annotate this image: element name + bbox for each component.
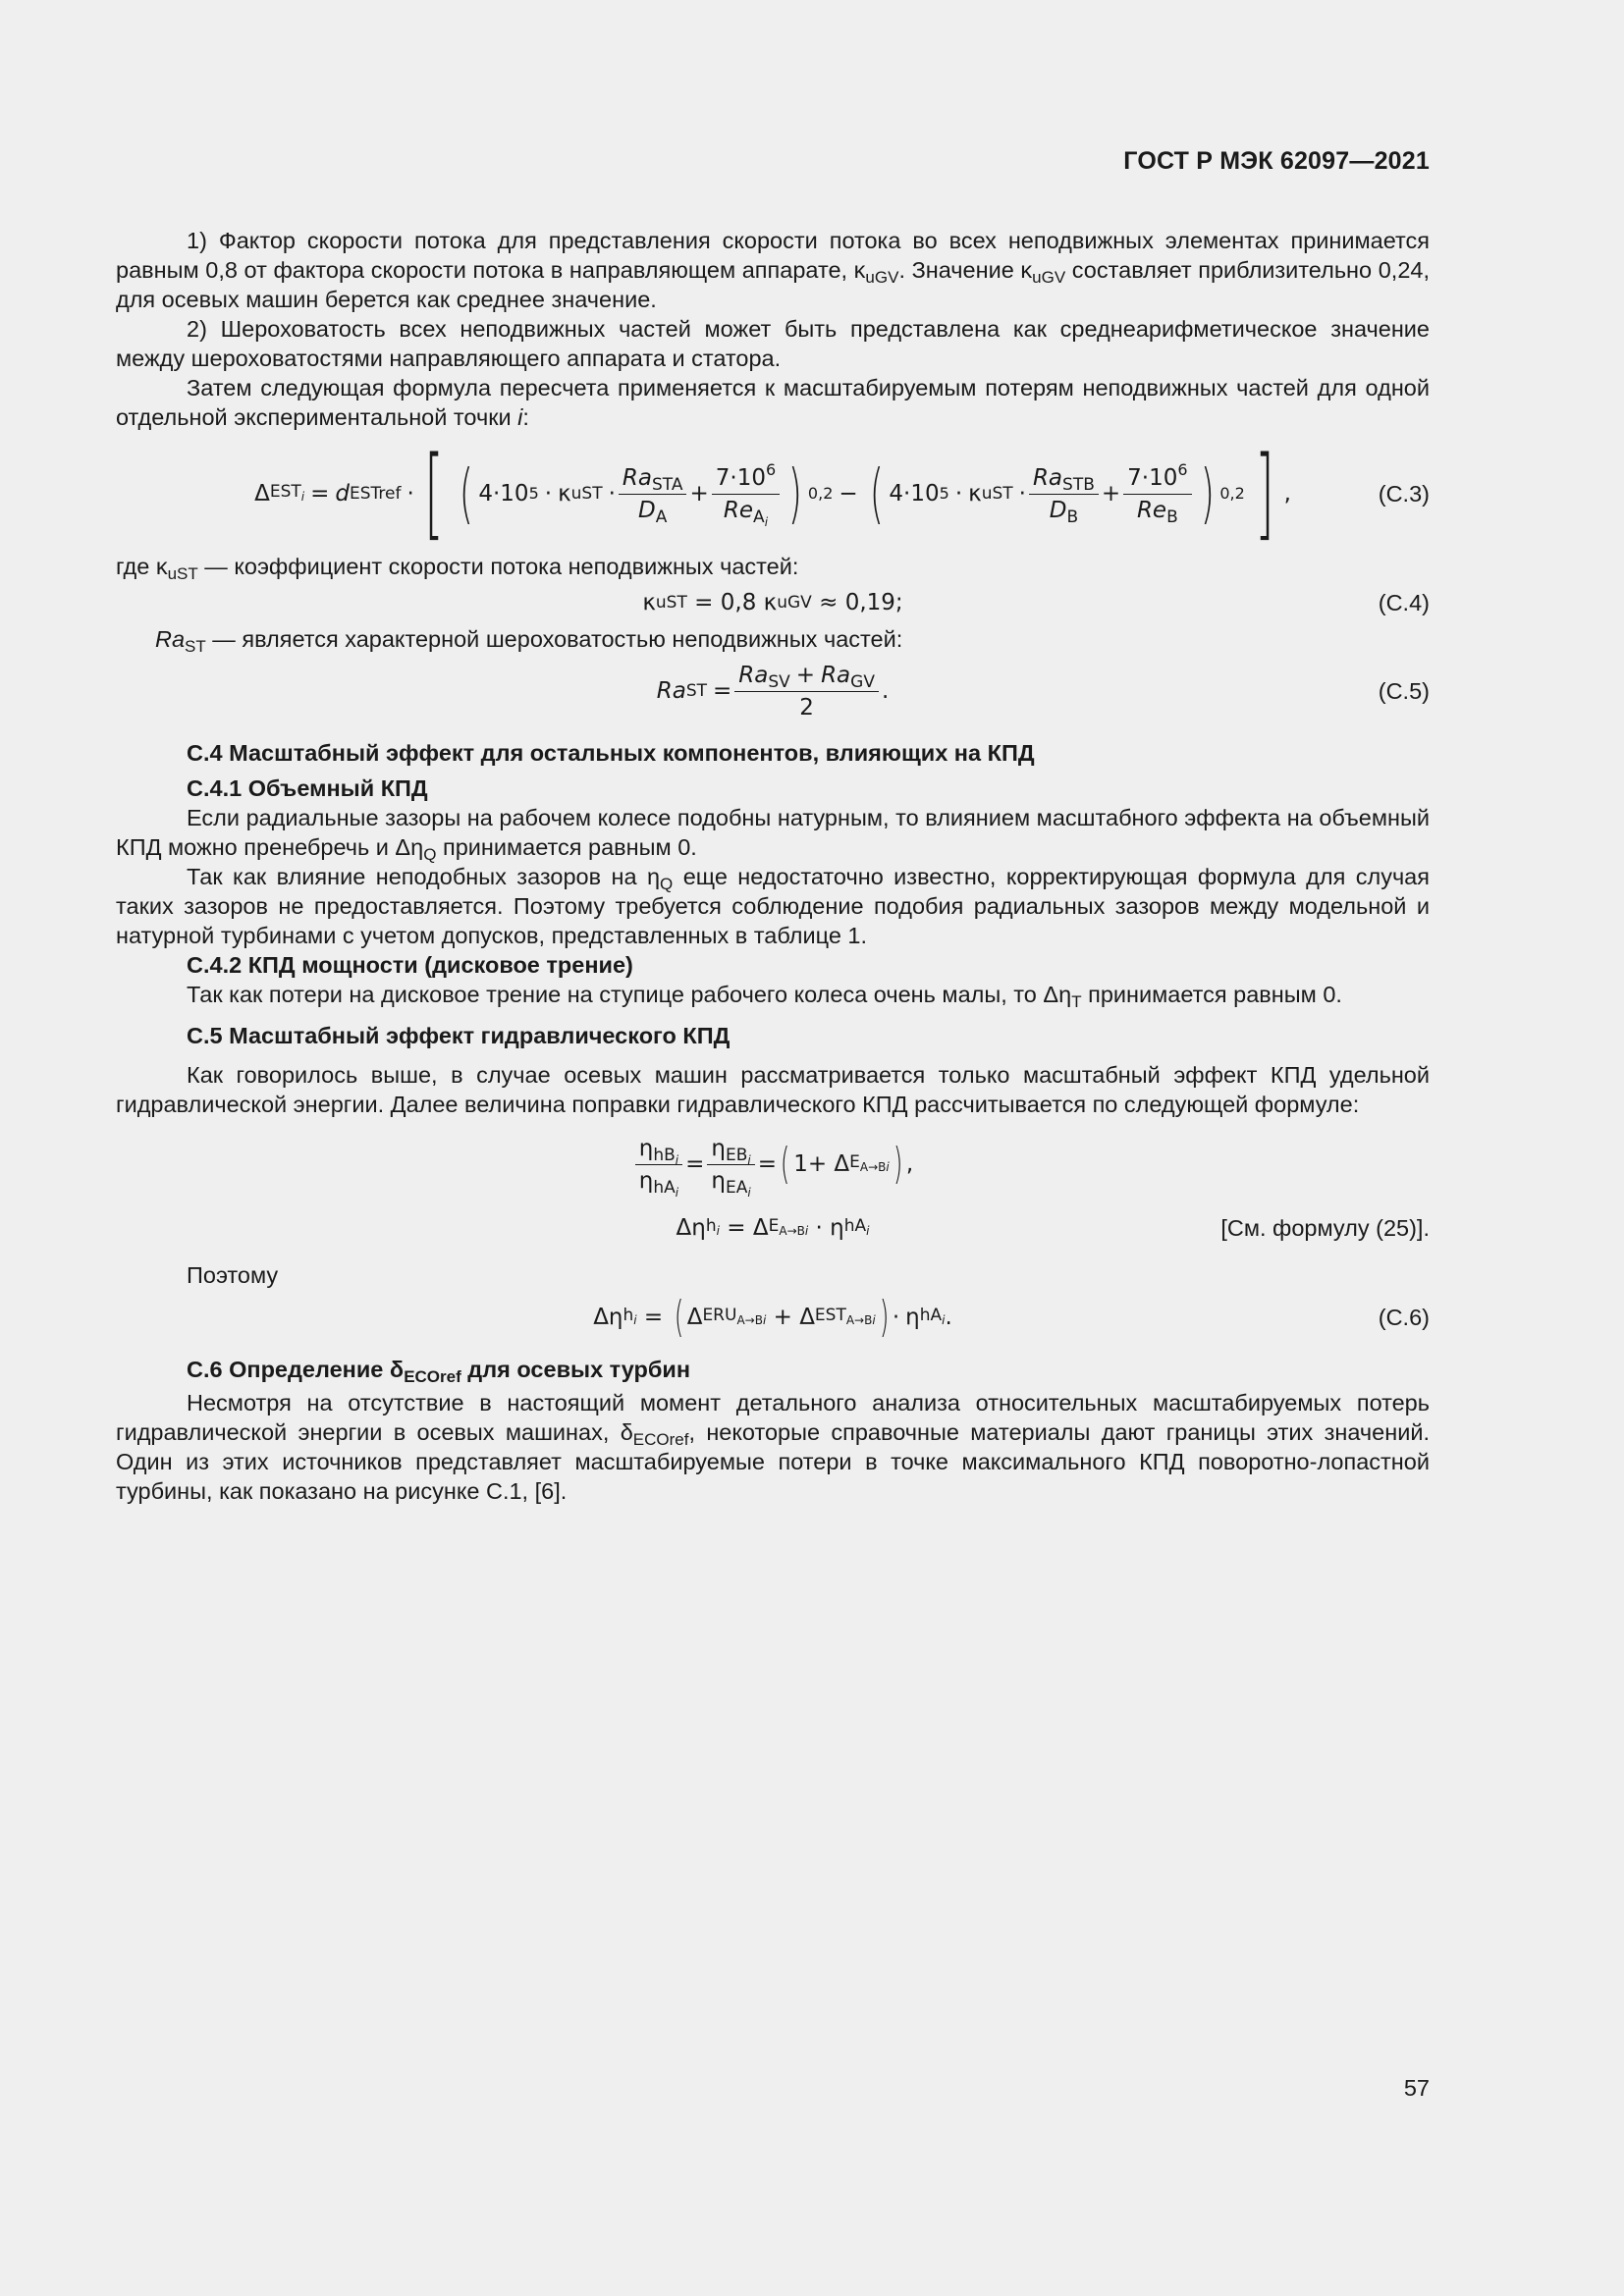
equation-c5: Ra ST = $\frac{Ra_{SV} + Ra_{GV}}{2}$ . (C.5) (656, 662, 1430, 721)
paragraph-formula-intro: Затем следующая формула пересчета применяется к масштабируемым потерям неподвижных частей для одной отдельной экспериментальной точки i: (116, 375, 1430, 430)
paragraph-c6: Несмотря на отсутствие в настоящий момент детального анализа относительных масштабируемых потерь гидравлической энергии в осевых машинах, $\delta_{ECOref}$, некоторые справочные материалы дают границы этих значений. Один из этих источников представляет масштабируемые потери в точке максимального КПД поворотно-лопастной турбины, как показано на рисунке C.1, [6]. (116, 1390, 1430, 1504)
heading-c4-2: C.4.2 КПД мощности (дисковое трение) (187, 952, 633, 978)
heading-c4-1: C.4.1 Объемный КПД (187, 775, 428, 801)
formula-reference: [См. формулу (25)]. (1220, 1215, 1430, 1241)
paragraph-flow-factor: 1) Фактор скорости потока для представления скорости потока во всех неподвижных элементах принимается равным 0,8 от фактора скорости потока в направляющем аппарате, $\kappa_{uGV}$. Значение $\kappa_{uGV}$ составляет приблизительно 0,24, для осевых машин берется как среднее значение. (116, 228, 1430, 312)
equation-number-c6: (C.6) (1378, 1305, 1430, 1330)
equation-number-c5: (C.5) (1378, 678, 1430, 704)
page-number: 57 (1403, 2075, 1430, 2101)
equation-c3: Δ $EST_i$ = d ESTref · [ ( 4·10 5 · κ uST · $\frac{Ra_{STA}}{D_A}$ + $\frac{7\cdot 10^6}{Re_{A_i}}$ ) 0,2 − ( 4·10 5 · κ uST · $\frac{Ra_{STB}}{D_B}$ + $\frac{7\cdot 10^6}{Re_B}$ ) 0,2 ] , (C.3) (254, 435, 1430, 552)
equation-c6: Δη $h_i$ = ( Δ $ERU_{A\to Bi}$ + Δ $EST_{A\to Bi}$ ) · η $hA_i$ . (C.6) (593, 1292, 1430, 1342)
paragraph-c4-1a: Если радиальные зазоры на рабочем колесе подобны натурным, то влиянием масштабного эффекта на объемный КПД можно пренебречь и $\Delta\eta_Q$ принимается равным 0. (116, 805, 1430, 864)
paragraph-roughness: 2) Шероховатость всех неподвижных частей может быть представлена как среднеарифметическое значение между шероховатостями направляющего аппарата и статора. (116, 316, 1430, 371)
paragraph-ra-description: $Ra_{ST}$ — является характерной шероховатостью неподвижных частей: (155, 626, 903, 656)
heading-c6: C.6 Определение $\delta_{ECOref}$ для осевых турбин (187, 1357, 691, 1386)
page-content (116, 226, 1430, 1506)
paragraph-c4-1b: Так как влияние неподобных зазоров на $\eta_Q$ еще недостаточно известно, корректирующая формула для случая таких зазоров не предоставляется. Поэтому требуется соблюдение подобия радиальных зазоров между модельной и натурной турбинами с учетом допусков, представленных в таблице 1. (116, 864, 1430, 948)
equation-number-c4: (C.4) (1378, 590, 1430, 615)
heading-c5: C.5 Масштабный эффект гидравлического КПД (187, 1023, 731, 1048)
heading-c4: C.4 Масштабный эффект для остальных компонентов, влияющих на КПД (187, 740, 1035, 766)
paragraph-c4-2: Так как потери на дисковое трение на ступице рабочего колеса очень малы, то $\Delta\eta_T$ принимается равным 0. (187, 982, 1342, 1011)
paragraph-therefore: Поэтому (187, 1262, 279, 1288)
equation-efficiency-ratio: $\frac{\eta_{hB_i}}{\eta_{hA_i}}$ = $\frac{\eta_{EB_i}}{\eta_{EA_i}}$ = ( 1+ Δ $E_{A\to Bi}$ ) , (116, 1125, 1430, 1203)
equation-delta-eta-h: Δη $h_i$ = Δ $E_{A\to Bi}$ · η $hA_i$ [См. формулу (25)]. (676, 1215, 1430, 1241)
paragraph-c5: Как говорилось выше, в случае осевых машин рассматривается только масштабный эффект КПД удельной гидравлической энергии. Далее величина поправки гидравлического КПД рассчитывается по следующей формуле: (116, 1062, 1430, 1117)
document-header: ГОСТ Р МЭК 62097—2021 (1123, 147, 1430, 175)
equation-number-c3: (C.3) (1378, 481, 1430, 507)
paragraph-where-kappa: где $\kappa_{uST}$ — коэффициент скорости потока неподвижных частей: (116, 554, 799, 583)
equation-c4: κ uST = 0,8 κ uGV ≈ 0,19; (C.4) (642, 590, 1430, 615)
